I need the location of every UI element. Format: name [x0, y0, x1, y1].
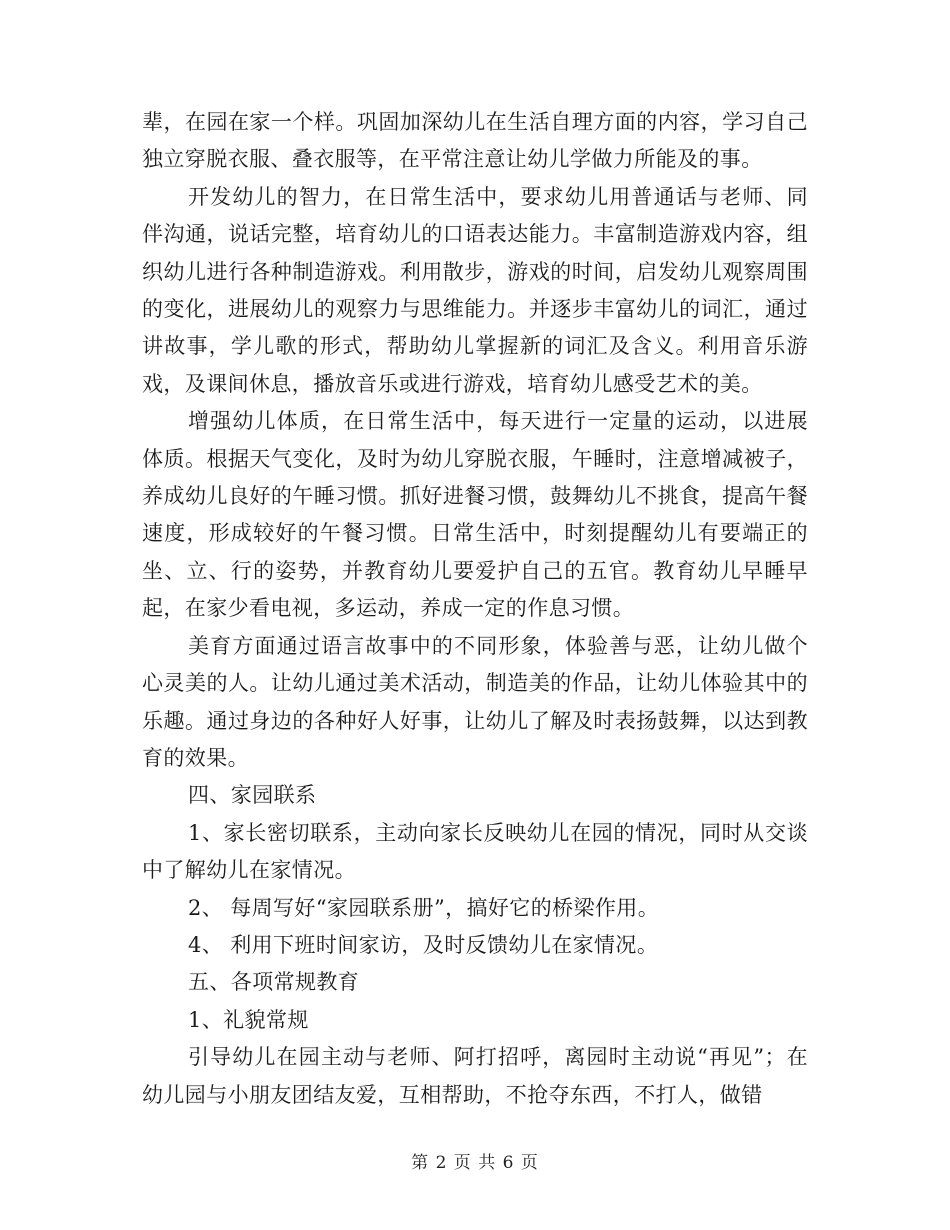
section-heading-home-school: 四、家园联系	[188, 783, 317, 808]
list-item-parent-contact: 1、家长密切联系，主动向家长反映幼儿在园的情况，同时从交谈中了解幼儿在家情况。	[142, 820, 808, 883]
paragraph-self-care-end: 辈，在园在家一个样。巩固加深幼儿在生活自理方面的内容，学习自己独立穿脱衣服、叠衣服等，在平常注意让幼儿学做力所能及的事。	[142, 110, 808, 172]
paragraph-aesthetic: 美育方面通过语言故事中的不同形象，体验善与恶，让幼儿做个心灵美的人。让幼儿通过美术活动，制造美的作品，让幼儿体验其中的乐趣。通过身边的各种好人好事，让幼儿了解及时表扬鼓舞，以达到教育的效果。	[142, 633, 808, 770]
page-number-footer: 第 2 页 共 6 页	[411, 1153, 539, 1173]
list-item-home-visit: 4、 利用下班时间家访，及时反馈幼儿在家情况。	[188, 932, 659, 957]
list-item-contact-book: 2、 每周写好“家园联系册”，搞好它的桥梁作用。	[188, 895, 660, 920]
section-heading-routine-education: 五、各项常规教育	[188, 970, 360, 995]
paragraph-courtesy: 引导幼儿在园主动与老师、阿打招呼，离园时主动说“再见”；在幼儿园与小朋友团结友爱，互相帮助，不抢夺东西，不打人，做错	[142, 1045, 808, 1107]
paragraph-physique: 增强幼儿体质，在日常生活中，每天进行一定量的运动，以进展体质。根据天气变化，及时为幼儿穿脱衣服，午睡时，注意增减被子，养成幼儿良好的午睡习惯。抓好进餐习惯，鼓舞幼儿不挑食，提高午餐速度，形成较好的午餐习惯。日常生活中，时刻提醒幼儿有要端正的坐、立、行的姿势，并教育幼儿要爱护自己的五官。教育幼儿早睡早起，在家少看电视，多运动，养成一定的作息习惯。	[142, 409, 808, 621]
paragraph-intelligence: 开发幼儿的智力，在日常生活中，要求幼儿用普通话与老师、同伴沟通，说话完整，培育幼儿的口语表达能力。丰富制造游戏内容，组织幼儿进行各种制造游戏。利用散步，游戏的时间，启发幼儿观察周围的变化，进展幼儿的观察力与思维能力。并逐步丰富幼儿的词汇，通过讲故事，学儿歌的形式，帮助幼儿掌握新的词汇及含义。利用音乐游戏，及课间休息，播放音乐或进行游戏，培育幼儿感受艺术的美。	[142, 184, 808, 396]
document-body	[142, 104, 808, 1114]
subheading-courtesy: 1、礼貌常规	[188, 1007, 309, 1032]
